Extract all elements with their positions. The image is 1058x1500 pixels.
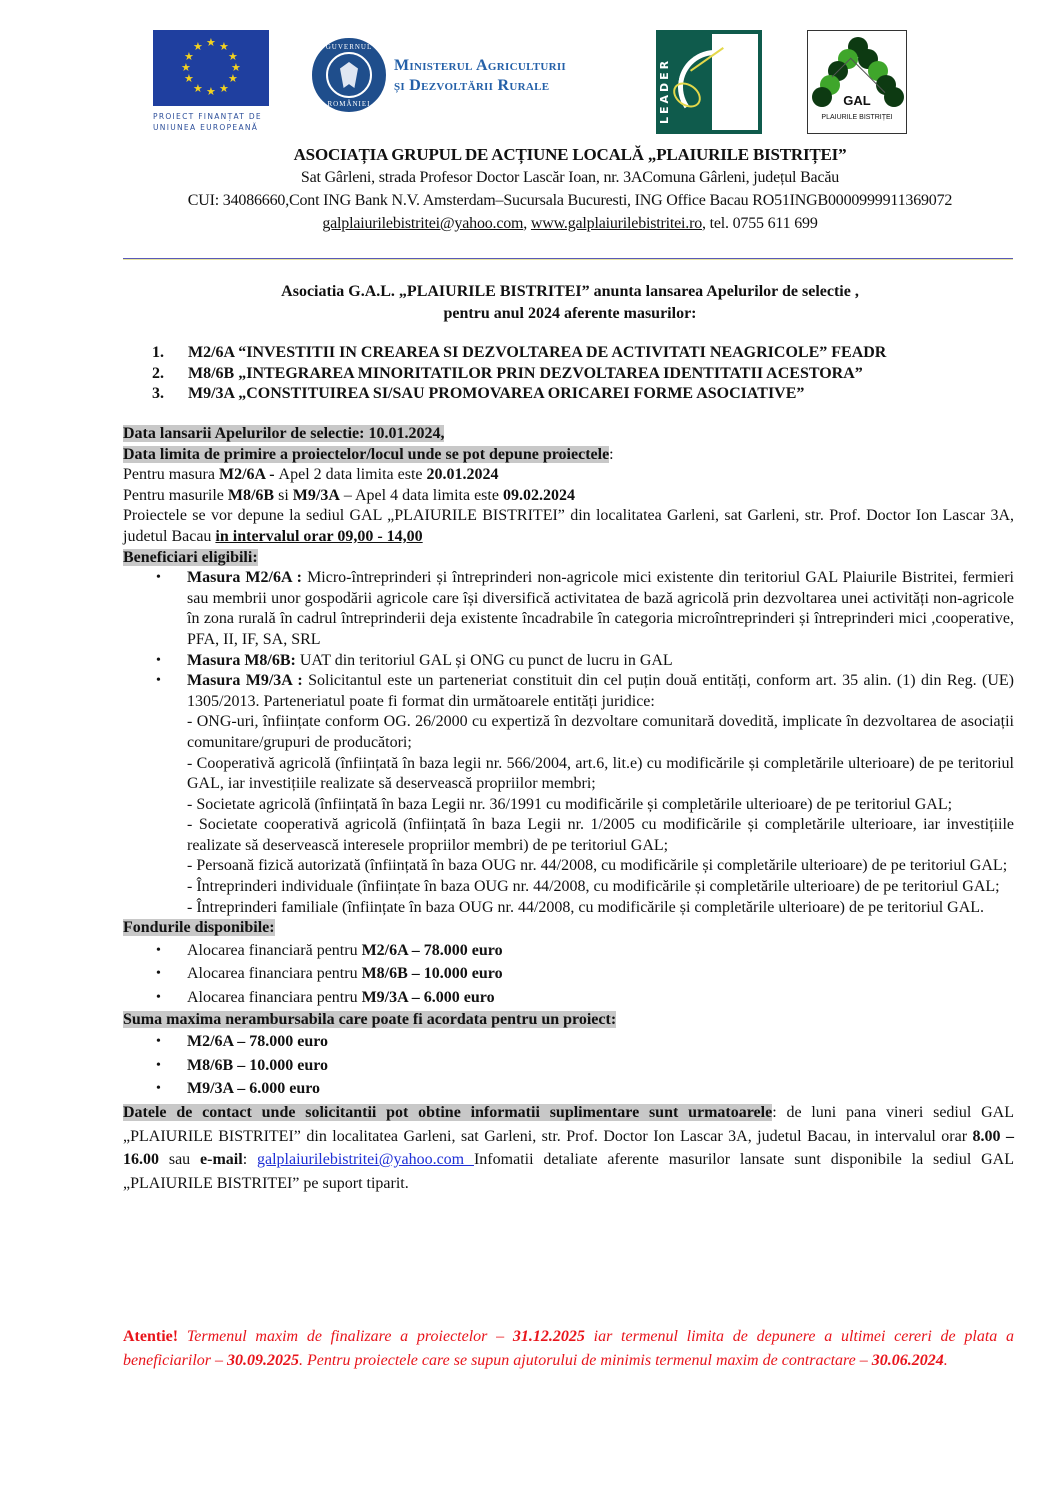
max-amount-label: Suma maxima nerambursabila care poate fi acordata pentru un proiect: — [123, 1010, 617, 1028]
eu-flag-icon: ★ ★ ★ ★ ★ ★ ★ ★ ★ ★ ★ ★ — [153, 30, 269, 106]
header-email-link[interactable]: galplaiurilebistritei@yahoo.com — [322, 215, 524, 232]
header-divider — [123, 258, 1013, 259]
beneficiary-item: • Masura M8/6B: UAT din teritoriul GAL și ONG cu punct de lucru in GAL — [123, 651, 1014, 672]
funds-label: Fondurile disponibile: — [123, 919, 275, 937]
organization-address: Sat Gârleni, strada Profesor Doctor Lascăr Ioan, nr. 3AComuna Gârleni, județul Bacău — [300, 169, 840, 186]
ministry-name: Ministerul Agriculturii și Dezvoltării Rurale — [394, 57, 566, 94]
announcement-body: Data lansarii Apelurilor de selectie: 10.01.2024, Data limita de primire a proiectelor/locul unde se pot depune proiectele: Pentru masura M2/6A - Apel 2 data limita este 20.01.2024 Pentru masurile M8/6B si M9/3A – Apel 4 data limita este 09.02.2024 Proiectele se vor depune la sediul GAL „PLAIURILE BISTRITEI” din localitatea Garleni, sat Garleni, str. Prof. Doctor Ion Lascar 3A, judetul Bacau in intervalul orar 09,00 - 14,00 Beneficiari eligibili: • Masura M2/6A : Micro-întreprinderi și întreprinderi non-agricole mici existente din teritoriul GAL Plaiurile Bistritei, fermieri sau membrii unor gospodării agricole care își diversifică activitatea de bază agricolă prin dezvoltarea unei activități non-agricole în zona rurală în cadrul întreprinderii deja existente încadrabile în categoria microîntreprinderi și întreprinderi mici ,cooperative, PFA, II, IF, SA, SRL • Masura M8/6B: UAT din teritoriul GAL și ONG cu punct de lucru in GAL • Masura M9/3A : Solicitantul este un parteneriat constituit din cel puțin două entități, conform art. 35 alin. (1) din Reg. (UE) 1305/2013. Parteneriatul poate fi format din următoarele entități juridice: - ONG-uri, înființate conform OG. 26/2000 cu expertiză în dezvoltare comunitară dovedită, implicate în dezvoltarea de asociații comunitare/grupuri de producători; - Cooperativă agricolă (înființată în baza legii nr. 566/2004, art.6, lit.e) cu modificările și completările ulterioare) de pe teritoriul GAL, iar investițiile realizate să deservească propriilor membri; - Societate agricolă (înființată în baza Legii nr. 36/1991 cu modificările și completările ulterioare) de pe teritoriul GAL; - Societate cooperativă agricolă (înființată în baza Legii nr. 1/2005 cu modificările și completările ulterioare, iar investițiile realizate să deservească interesele propriilor membri) de pe teritoriul GAL; - Persoană fizică autorizată (înființată în baza OUG nr. 44/2008, cu modificările și completările ulterioare) de pe teritoriul GAL; - Întreprinderi individuale (înființate în baza OUG nr. 44/2008, cu modificările și completările ulterioare) de pe teritoriul GAL; - Întreprinderi familiale (înființate în baza OUG nr. 44/2008, cu modificările și completările ulterioare) de pe teritoriul GAL. Fondurile disponibile: • Alocarea financiară pentru M2/6A – 78.000 euro • Alocarea financiara pentru M8/6B – 10.000 euro • Alocarea financiara pentru M9/3A – 6.000 euro Suma maxima nerambursabila care poate fi acordata pentru un proiect: • M2/6A – 78.000 euro • M8/6B – 10.000 euro • M9/3A – 6.000 euro Datele de contact unde solicitantii pot obtine informatii suplimentare sunt urmatoarele: de luni pana vineri sediul GAL „PLAIURILE BISTRITEI” din localitatea Garleni, sat Garleni, str. Prof. Doctor Ion Lascar 3A, judetul Bacau, in intervalul orar 8.00 – 16.00 sau e-mail: galplaiurilebistritei@yahoo.com Infomatii detaliate aferente masurilor lansate sunt disponibile la sediul GAL „PLAIURILE BISTRITEI” pe suport tiparit. — [123, 424, 1014, 1195]
m2-deadline: Pentru masura M2/6A - Apel 2 data limita este 20.01.2024 — [123, 466, 499, 484]
contact-email-link[interactable]: galplaiurilebistritei@yahoo.com — [256, 1151, 474, 1168]
entity-item: - Societate cooperativă agricolă (înființată în baza Legii nr. 1/2005 cu modificările și completările ulterioare, iar investițiile realizate să deservească interesele propriilor membri) de pe teritoriul GAL; — [187, 816, 1014, 854]
submission-location: Proiectele se vor depune la sediul GAL „PLAIURILE BISTRITEI” din localitatea Garleni, sat Garleni, str. Prof. Doctor Ion Lascar 3A, judetul Bacau in intervalul orar 09,00 - 14,00 — [123, 507, 1014, 545]
beneficiaries-label: Beneficiari eligibili: — [123, 548, 258, 566]
gal-logo: GAL PLAIURILE BISTRIȚEI — [807, 30, 907, 134]
m8-m9-deadline: Pentru masurile M8/6B si M9/3A – Apel 4 data limita este 09.02.2024 — [123, 486, 575, 504]
ministry-logo — [312, 38, 622, 118]
measure-item: 2. M8/6B „INTEGRAREA MINORITATILOR PRIN DEZVOLTAREA IDENTITATII ACESTORA” — [152, 364, 863, 382]
logo-bar — [0, 30, 1058, 140]
beneficiaries-list — [123, 568, 1014, 918]
attention-label: Atentie! — [123, 1328, 179, 1345]
measures-list — [152, 343, 1032, 405]
entity-item: - Cooperativă agricolă (înființată în baza legii nr. 566/2004, art.6, lit.e) cu modificările și completările ulterioare) de pe teritoriul GAL, iar investițiile realizate să deservească propriilor membri; — [187, 754, 1014, 793]
entity-item: - Întreprinderi individuale (înființate în baza OUG nr. 44/2008, cu modificările și completările ulterioare) de pe teritoriul GAL; — [187, 878, 1000, 896]
organization-header — [110, 143, 1030, 235]
max-amount-item: • M2/6A – 78.000 euro — [123, 1030, 1014, 1054]
deadline-label: Data limita de primire a proiectelor/locul unde se pot depune proiectele — [123, 445, 610, 463]
entity-item: - ONG-uri, înființate conform OG. 26/2000 cu expertiză în dezvoltare comunitară dovedită, implicate în dezvoltarea de asociații comunitare/grupuri de producători; — [187, 713, 1014, 751]
fund-item: • Alocarea financiara pentru M8/6B – 10.000 euro — [123, 962, 1014, 986]
fund-item: • Alocarea financiară pentru M2/6A – 78.000 euro — [123, 939, 1014, 963]
header-website-link[interactable]: www.galplaiurilebistritei.ro — [530, 215, 703, 232]
launch-date-label: Data lansarii Apelurilor de selectie: 10.01.2024, — [123, 425, 445, 442]
government-seal-icon: GUVERNUL ROMÂNIEI — [312, 38, 386, 112]
entity-item: - Societate agricolă (înființată în baza Legii nr. 36/1991 cu modificările și completările ulterioare) de pe teritoriul GAL; — [187, 795, 953, 813]
entity-item: - Persoană fizică autorizată (înființată în baza OUG nr. 44/2008, cu modificările și completările ulterioare) de pe teritoriul GAL; — [187, 857, 1008, 875]
leader-logo: LEADER — [656, 30, 762, 134]
organization-name: ASOCIAȚIA GRUPUL DE ACȚIUNE LOCALĂ „PLAIURILE BISTRIȚEI” — [293, 145, 847, 164]
beneficiary-item: • Masura M2/6A : Micro-întreprinderi și întreprinderi non-agricole mici existente din teritoriul GAL Plaiurile Bistritei, fermieri sau membrii unor gospodării agricole care își diversifică activitatea de bază agricolă prin dezvoltarea unei activități non-agricole în zona rurală în cadrul întreprinderii deja existente încadrabile în categoria microîntreprinderi și întreprinderi mici ,cooperative, PFA, II, IF, SA, SRL — [123, 568, 1014, 650]
contact-label: Datele de contact unde solicitantii pot obtine informatii suplimentare sunt urmatoarele — [123, 1104, 773, 1121]
attention-notice: Atentie! Termenul maxim de finalizare a proiectelor – 31.12.2025 iar termenul limita de depunere a ultimei cereri de plata a beneficiarilor – 30.09.2025. Pentru proiectele care se supun ajutorului de minimis termenul maxim de contractare – 30.06.2024. — [123, 1328, 1015, 1369]
announcement-title: Asociatia G.A.L. „PLAIURILE BISTRITEI” anunta lansarea Apelurilor de selectie , pentru anul 2024 aferente masurilor: — [281, 283, 859, 322]
organization-bank-details: CUI: 34086660,Cont ING Bank N.V. Amsterdam–Sucursala Bucuresti, ING Office Bacau RO51INGB0000999911369072 — [187, 192, 953, 209]
beneficiary-item: • Masura M9/3A : Solicitantul este un parteneriat constituit din cel puțin două entități, conform art. 35 alin. (1) din Reg. (UE) 1305/2013. Parteneriatul poate fi format din următoarele entități juridice: - ONG-uri, înființate conform OG. 26/2000 cu expertiză în dezvoltare comunitară dovedită, implicate în dezvoltarea de asociații comunitare/grupuri de producători; - Cooperativă agricolă (înființată în baza legii nr. 566/2004, art.6, lit.e) cu modificările și completările ulterioare) de pe teritoriul GAL, iar investițiile realizate să deservească propriilor membri; - Societate agricolă (înființată în baza Legii nr. 36/1991 cu modificările și completările ulterioare) de pe teritoriul GAL; - Societate cooperativă agricolă (înființată în baza Legii nr. 1/2005 cu modificările și completările ulterioare, iar investițiile realizate să deservească interesele propriilor membri) de pe teritoriul GAL; - Persoană fizică autorizată (înființată în baza OUG nr. 44/2008, cu modificările și completările ulterioare) de pe teritoriul GAL; - Întreprinderi individuale (înființate în baza OUG nr. 44/2008, cu modificările și completările ulterioare) de pe teritoriul GAL; - Întreprinderi familiale (înființate în baza OUG nr. 44/2008, cu modificările și completările ulterioare) de pe teritoriul GAL. — [123, 671, 1014, 918]
eu-logo — [153, 30, 269, 135]
measure-item: 3. M9/3A „CONSTITUIREA SI/SAU PROMOVAREA ORICAREI FORME ASOCIATIVE” — [152, 385, 805, 402]
measure-item: 1. M2/6A “INVESTITII IN CREAREA SI DEZVOLTAREA DE ACTIVITATI NEAGRICOLE” FEADR — [152, 344, 887, 361]
eu-caption: PROIECT FINANȚAT DE UNIUNEA EUROPEANĂ — [153, 112, 262, 132]
entity-item: - Întreprinderi familiale (înființate în baza OUG nr. 44/2008, cu modificările și completările ulterioare) de pe teritoriul GAL. — [187, 898, 985, 916]
max-amount-item: • M9/3A – 6.000 euro — [123, 1077, 1014, 1101]
organization-contact-line: galplaiurilebistritei@yahoo.com, www.galplaiurilebistritei.ro, tel. 0755 611 699 — [322, 215, 818, 232]
funds-list — [123, 939, 1014, 1010]
max-amount-list — [123, 1030, 1014, 1101]
max-amount-item: • M8/6B – 10.000 euro — [123, 1054, 1014, 1078]
contact-paragraph: Datele de contact unde solicitantii pot obtine informatii suplimentare sunt urmatoarele: de luni pana vineri sediul GAL „PLAIURILE BISTRITEI” din localitatea Garleni, sat Garleni, str. Prof. Doctor Ion Lascar 3A, judetul Bacau, in intervalul orar 8.00 – 16.00 sau e-mail: galplaiurilebistritei@yahoo.com Infomatii detaliate aferente masurilor lansate sunt disponibile la sediul GAL „PLAIURILE BISTRITEI” pe suport tiparit. — [123, 1104, 1015, 1192]
fund-item: • Alocarea financiara pentru M9/3A – 6.000 euro — [123, 986, 1014, 1010]
